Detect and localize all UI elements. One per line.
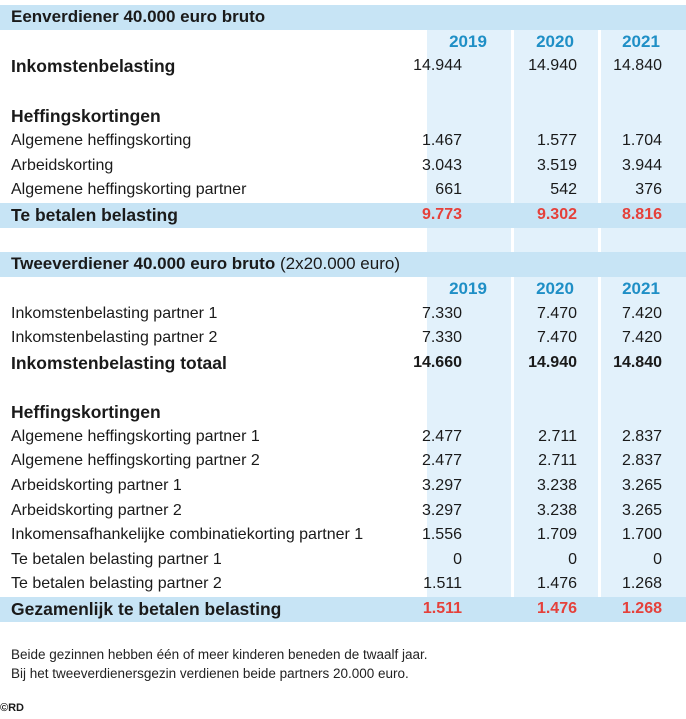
cell-2019: 3.297 <box>421 477 462 494</box>
section2-title-main: Tweeverdiener 40.000 euro bruto <box>11 254 276 273</box>
section2-total-row <box>0 597 686 622</box>
cell-2021: 3.944 <box>621 157 662 174</box>
section2-title-row <box>0 252 686 277</box>
cell-2019: 7.330 <box>421 329 462 346</box>
cell-2019: 1.556 <box>421 526 462 543</box>
table-row <box>0 499 686 524</box>
total-2019: 1.511 <box>422 600 462 617</box>
cell-2020: 1.709 <box>536 526 577 543</box>
section1-total-row <box>0 203 686 228</box>
section1-credits-heading-row <box>0 104 686 129</box>
cell-2021: 7.420 <box>621 329 662 346</box>
table-row <box>0 351 686 376</box>
cell-2019: 1.467 <box>421 132 462 149</box>
cell-2020: 7.470 <box>536 329 577 346</box>
cell-2021: 3.265 <box>621 477 662 494</box>
cell-2020: 1.577 <box>536 132 577 149</box>
cell-2021: 14.840 <box>613 57 662 74</box>
cell-2019: 14.660 <box>413 354 462 371</box>
cell-2021: 376 <box>635 181 662 198</box>
total-2019: 9.773 <box>421 206 462 223</box>
table-row <box>0 425 686 450</box>
cell-2021: 2.837 <box>621 452 662 469</box>
row-label: Te betalen belasting partner 1 <box>11 551 222 568</box>
cell-2020: 7.470 <box>536 305 577 322</box>
cell-2020: 2.711 <box>538 428 577 445</box>
total-2021: 8.816 <box>621 206 662 223</box>
cell-2019: 2.477 <box>421 428 462 445</box>
cell-2020: 3.238 <box>536 502 577 519</box>
cell-2019: 7.330 <box>421 305 462 322</box>
cell-2020: 3.238 <box>536 477 577 494</box>
table-row <box>0 449 686 474</box>
table-row <box>0 154 686 179</box>
cell-2020: 14.940 <box>528 57 577 74</box>
year-header: 2019 <box>449 32 487 51</box>
row-label: Te betalen belasting <box>11 205 178 225</box>
source-credit: ©RD <box>0 702 24 714</box>
row-label: Te betalen belasting partner 2 <box>11 575 222 592</box>
cell-2019: 0 <box>453 551 462 568</box>
row-label: Inkomensafhankelijke combinatiekorting partner 1 <box>11 526 364 543</box>
footnote: Beide gezinnen hebben één of meer kinderen beneden de twaalf jaar. <box>11 647 428 662</box>
row-label: Arbeidskorting partner 1 <box>11 477 182 494</box>
row-label: Inkomstenbelasting <box>11 56 176 76</box>
row-label: Algemene heffingskorting partner 2 <box>11 452 260 469</box>
section2-title-suffix: (2x20.000 euro) <box>279 254 400 273</box>
cell-2019: 661 <box>435 181 462 198</box>
cell-2020: 1.476 <box>536 575 577 592</box>
cell-2021: 3.265 <box>621 502 662 519</box>
table-row <box>0 54 686 79</box>
row-label: Algemene heffingskorting partner 1 <box>11 428 260 445</box>
row-label: Arbeidskorting partner 2 <box>11 502 182 519</box>
cell-2019: 14.944 <box>413 57 462 74</box>
cell-2021: 0 <box>653 551 662 568</box>
footnote: Bij het tweeverdienersgezin verdienen beide partners 20.000 euro. <box>11 666 409 681</box>
table-row <box>0 572 686 597</box>
row-label: Gezamenlijk te betalen belasting <box>11 599 282 619</box>
table-row <box>0 474 686 499</box>
year-header: 2020 <box>536 279 574 298</box>
cell-2019: 1.511 <box>423 575 462 592</box>
row-label: Arbeidskorting <box>11 157 114 174</box>
total-2020: 9.302 <box>536 206 577 223</box>
cell-2021: 2.837 <box>621 428 662 445</box>
row-label: Inkomstenbelasting partner 1 <box>11 305 218 322</box>
table-row <box>0 326 686 351</box>
cell-2019: 3.043 <box>421 157 462 174</box>
section1-years-row <box>0 30 686 55</box>
cell-2019: 3.297 <box>421 502 462 519</box>
section-heading: Heffingskortingen <box>11 106 161 126</box>
row-label: Algemene heffingskorting partner <box>11 181 247 198</box>
section2-credits-heading-row <box>0 400 686 425</box>
row-label: Algemene heffingskorting <box>11 132 192 149</box>
section2-years-row <box>0 277 686 302</box>
cell-2020: 542 <box>550 181 577 198</box>
table-row <box>0 129 686 154</box>
cell-2021: 7.420 <box>621 305 662 322</box>
table-row <box>0 523 686 548</box>
year-header: 2020 <box>536 32 574 51</box>
section1-title: Eenverdiener 40.000 euro bruto <box>11 7 266 26</box>
table-row <box>0 548 686 573</box>
cell-2021: 14.840 <box>613 354 662 371</box>
section-heading: Heffingskortingen <box>11 402 161 422</box>
total-2021: 1.268 <box>621 600 662 617</box>
cell-2021: 1.700 <box>621 526 662 543</box>
cell-2021: 1.268 <box>621 575 662 592</box>
year-header: 2021 <box>622 279 660 298</box>
row-label: Inkomstenbelasting partner 2 <box>11 329 218 346</box>
cell-2021: 1.704 <box>621 132 662 149</box>
section2-title <box>11 252 400 277</box>
table-row <box>0 302 686 327</box>
cell-2020: 14.940 <box>528 354 577 371</box>
section1-title-row <box>0 5 686 30</box>
total-2020: 1.476 <box>536 600 577 617</box>
row-label: Inkomstenbelasting totaal <box>11 353 227 373</box>
year-header: 2021 <box>622 32 660 51</box>
year-header: 2019 <box>449 279 487 298</box>
cell-2019: 2.477 <box>421 452 462 469</box>
cell-2020: 3.519 <box>536 157 577 174</box>
table-row <box>0 178 686 203</box>
cell-2020: 0 <box>568 551 577 568</box>
cell-2020: 2.711 <box>538 452 577 469</box>
